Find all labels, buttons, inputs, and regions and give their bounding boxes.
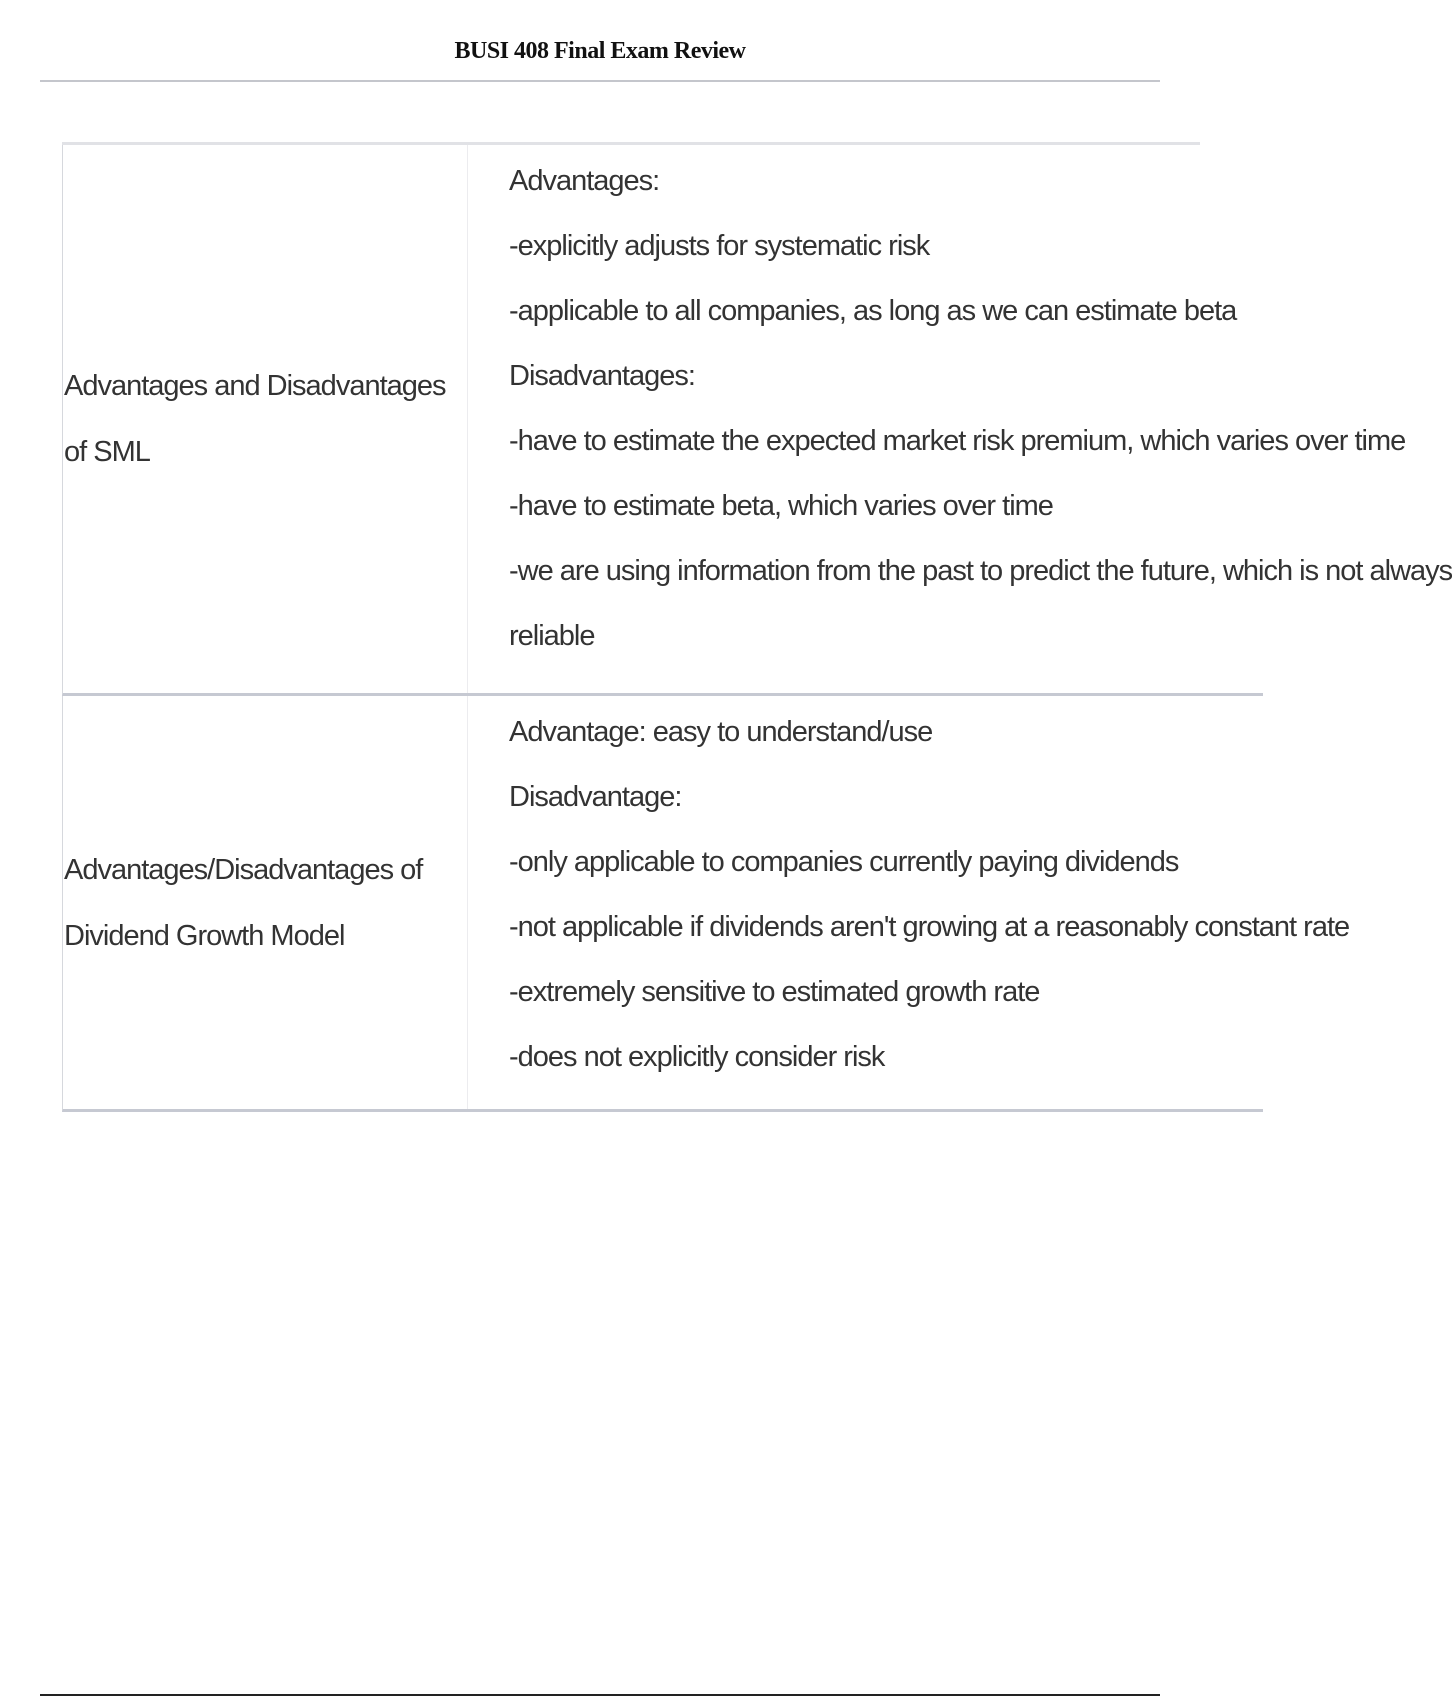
footer-divider (40, 1694, 1160, 1696)
definition-line: -have to estimate beta, which varies over time (509, 490, 1053, 522)
definition-line: -does not explicitly consider risk (509, 1041, 885, 1073)
definition-line: -not applicable if dividends aren't growing at a reasonably constant rate (509, 911, 1350, 943)
flashcard-row (62, 696, 1350, 1112)
definition-line: Advantage: easy to understand/use (509, 716, 933, 748)
definition-line: -we are using information from the past to predict the future, which is not always (509, 555, 1452, 587)
definition-cell (509, 700, 1350, 1090)
document-header-title: BUSI 408 Final Exam Review (454, 38, 746, 64)
definition-cell (509, 149, 1452, 669)
flashcard-table (62, 142, 1452, 1112)
definition-line: reliable (509, 620, 595, 652)
definition-line: -only applicable to companies currently paying dividends (509, 846, 1179, 878)
definition-line: Advantages: (509, 165, 660, 197)
definition-line: -applicable to all companies, as long as we can estimate beta (509, 295, 1237, 327)
term-text: Advantages and Disadvantages of SML (64, 370, 446, 468)
definition-line: Disadvantage: (509, 781, 682, 813)
definition-line: -explicitly adjusts for systematic risk (509, 230, 930, 262)
term-text: Advantages/Disadvantages of Dividend Growth Model (64, 853, 423, 952)
flashcard-row (62, 145, 1452, 696)
term-cell (63, 696, 468, 1109)
definition-line: -have to estimate the expected market risk premium, which varies over time (509, 425, 1406, 457)
term-cell (63, 145, 468, 693)
definition-line: Disadvantages: (509, 360, 695, 392)
definition-line: -extremely sensitive to estimated growth rate (509, 976, 1040, 1008)
header-divider (40, 80, 1160, 82)
